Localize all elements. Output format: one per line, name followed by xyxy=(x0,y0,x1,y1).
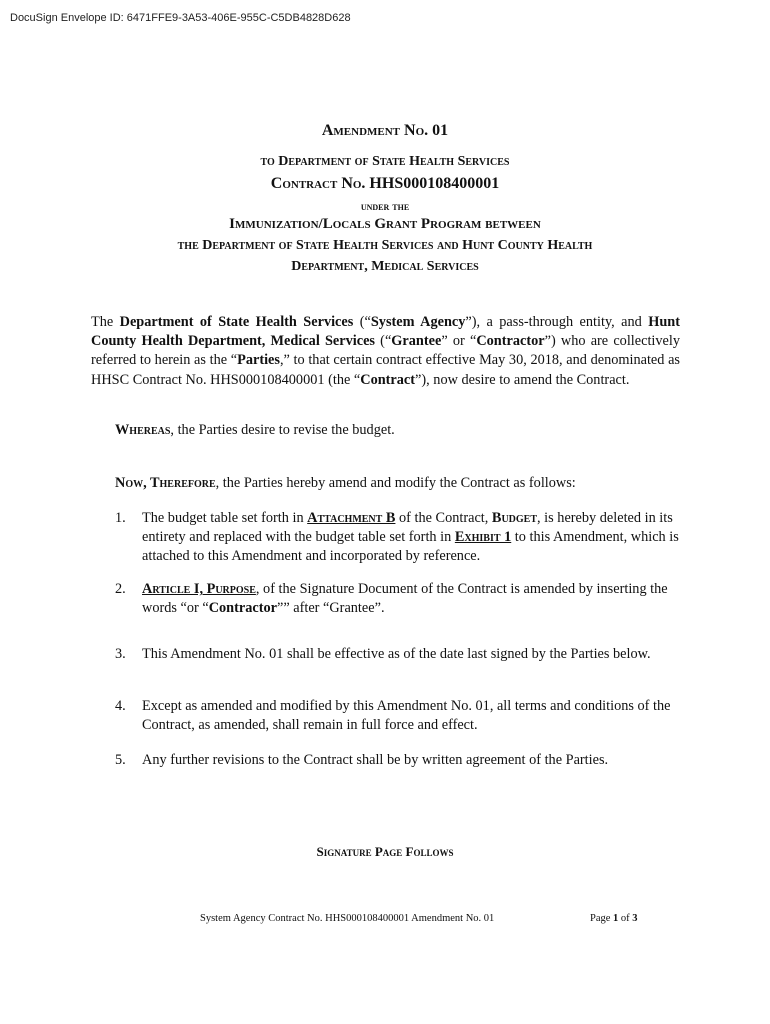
title-parties-line-2: Department, Medical Services xyxy=(291,259,479,274)
list-item: 2. Article I, Purpose, of the Signature Document of the Contract is amended by inserting the words “or “Contractor”” after “Grantee”. xyxy=(115,581,668,617)
now-therefore-clause: Now, Therefore, the Parties hereby amend and modify the Contract as follows: xyxy=(115,475,576,491)
whereas-clause: Whereas, the Parties desire to revise the budget. xyxy=(115,422,395,438)
docusign-envelope-id: DocuSign Envelope ID: 6471FFE9-3A53-406E-955C-C5DB4828D628 xyxy=(10,12,351,24)
title-parties-line: the Department of State Health Services and Hunt County Health xyxy=(177,238,593,253)
list-item: 3. This Amendment No. 01 shall be effective as of the date last signed by the Parties below. xyxy=(115,646,651,662)
list-item: 5. Any further revisions to the Contract shall be by written agreement of the Parties. xyxy=(115,752,609,768)
title-contract-number: Contract No. HHS000108400001 xyxy=(270,175,500,192)
amendment-title: Amendment No. 01 xyxy=(321,122,449,139)
title-program: Immunization/Locals Grant Program between xyxy=(229,216,541,232)
intro-paragraph: The Department of State Health Services (“System Agency”), a pass-through entity, and Hunt County Health Department, Medical Services (“Grantee” or “Contractor”) who are collectively referred to herein as the “Parties,” to that certain contract effective May 30, 2018, and denominated as HHSC Contract No. HHS000108400001 (the “Contract”), now desire to amend the Contract. xyxy=(91,314,681,388)
footer-contract-ref: System Agency Contract No. HHS000108400001 Amendment No. 01 xyxy=(200,913,495,924)
title-department-line: to Department of State Health Services xyxy=(260,154,510,169)
signature-page-follows: Signature Page Follows xyxy=(316,844,454,859)
page-number: Page 1 of 3 xyxy=(590,913,638,924)
title-under-the: under the xyxy=(360,199,410,213)
list-item: 1. The budget table set forth in Attachment B of the Contract, Budget, is hereby deleted in its entirety and replaced with the budget table set forth in Exhibit 1 to this Amendment, which is attached to this Amendment and incorporated by reference. xyxy=(115,510,679,565)
list-item: 4. Except as amended and modified by this Amendment No. 01, all terms and conditions of the Contract, as amended, shall remain in full force and effect. xyxy=(115,698,671,734)
